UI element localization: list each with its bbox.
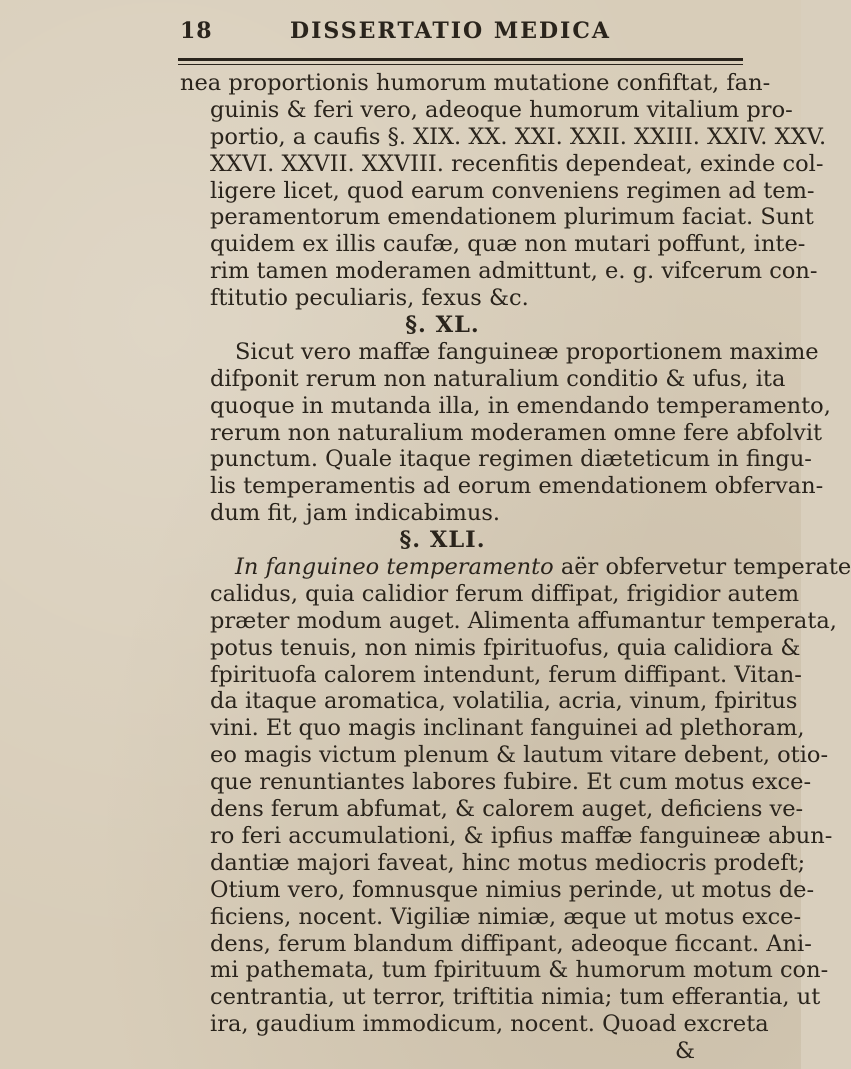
text-line: punctum. Quale itaque regimen diæteticum in fingu- [210,446,812,473]
page-header [180,18,740,48]
text-line: peramentorum emendationem plurimum faciat. Sunt [210,204,814,231]
text-line: portio, a caufis §. XIX. XX. XXI. XXII. XXIII. XXIV. XXV. [210,123,827,150]
text-line: fpirituofa calorem intendunt, ferum diffipant. Vitan- [210,661,802,688]
catchword: & [674,1038,695,1065]
text-line: ficiens, nocent. Vigiliæ nimiæ, æque ut motus exce- [210,903,802,930]
italic-phrase: In fanguineo temperamento [235,554,554,581]
text-line: centrantia, ut terror, triftitia nimia; tum efferantia, ut [210,984,821,1011]
text-line: dum fit, jam indicabimus. [210,500,501,527]
text-line: eo magis victum plenum & lautum vitare debent, otio- [210,742,829,769]
text-line: mi pathemata, tum fpirituum & humorum motum con- [210,957,829,984]
text-line: dantiæ majori faveat, hinc motus mediocris prodeft; [210,849,806,876]
text-line: rim tamen moderamen admittunt, e. g. vifcerum con- [210,258,818,285]
text-line: potus tenuis, non nimis fpirituofus, quia calidiora & [210,634,801,661]
text-line: ro feri accumulationi, & ipfius maffæ fanguineæ abun- [210,822,833,849]
text-line: rerum non naturalium moderamen omne fere abfolvit [210,419,823,446]
text-line: quoque in mutanda illa, in emendando temperamento, [210,392,831,419]
line-rest: aër obfervetur temperate [553,554,851,581]
page-number: 18 [180,18,213,44]
section-heading-40: §. XL. [405,312,480,339]
header-rule [178,58,743,61]
header-rule-thin [178,64,743,65]
text-line [180,554,851,581]
text-line: calidus, quia calidior ferum diffipat, frigidior autem [210,580,800,607]
text-line: dens, ferum blandum diffipant, adeoque ficcant. Ani- [210,930,812,957]
text-line: præter modum auget. Alimenta affumantur temperata, [210,607,837,634]
text-line: guinis & feri vero, adeoque humorum vitalium pro- [210,96,793,123]
running-title: DISSERTATIO MEDICA [290,18,611,44]
section-heading-41: §. XLI. [399,527,486,554]
text-line: Otium vero, fomnusque nimius perinde, ut motus de- [210,876,815,903]
text-line: lis temperamentis ad eorum emendationem obfervan- [210,473,824,500]
text-line: que renuntiantes labores fubire. Et cum motus exce- [210,769,812,796]
text-line: ligere licet, quod earum conveniens regimen ad tem- [210,177,815,204]
text-line: ftitutio peculiaris, fexus &c. [210,285,529,312]
text-line: vini. Et quo magis inclinant fanguinei ad plethoram, [210,715,805,742]
text-line: dens ferum abfumat, & calorem auget, deficiens ve- [210,796,804,823]
text-line: XXVI. XXVII. XXVIII. recenfitis dependeat, exinde col- [210,150,824,177]
text-line: nea proportionis humorum mutatione confiftat, fan- [180,70,771,96]
text-line: ira, gaudium immodicum, nocent. Quoad excreta [210,1011,769,1038]
text-line: difponit rerum non naturalium conditio & ufus, ita [210,365,786,392]
text-line: Sicut vero maffæ fanguineæ proportionem maxime [235,338,819,365]
body-text [180,70,851,1065]
text-line: quidem ex illis caufæ, quæ non mutari poffunt, inte- [210,231,806,258]
text-line: da itaque aromatica, volatilia, acria, vinum, fpiritus [210,688,798,715]
